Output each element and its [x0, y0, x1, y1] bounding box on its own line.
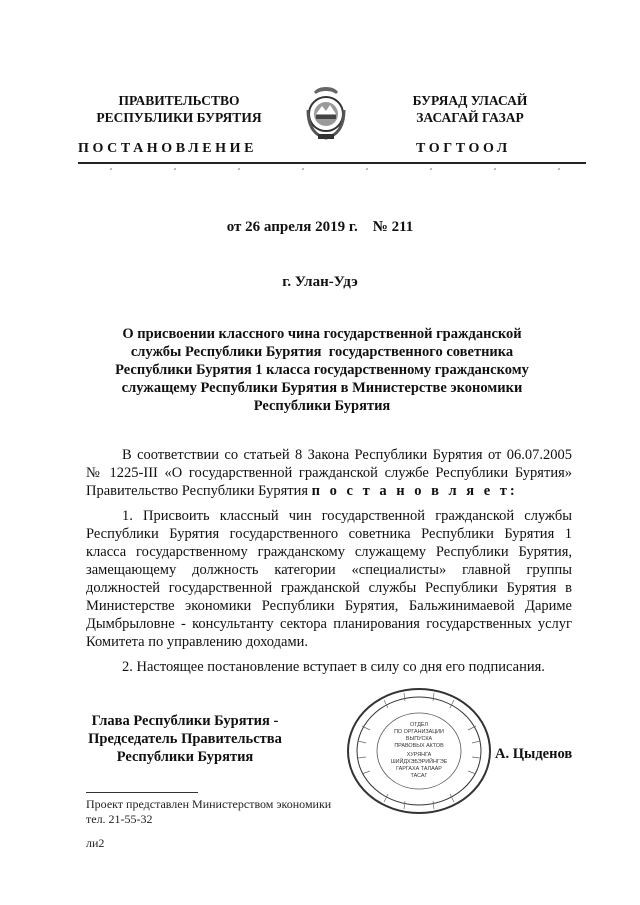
coat-of-arms-icon: [302, 84, 350, 142]
document-code: ли2: [86, 836, 105, 850]
government-name-bua-line-1: БУРЯАД УЛАСАЙ: [412, 93, 528, 108]
document-kind-bua: ТОГТООЛ: [416, 141, 511, 156]
government-name-bua-line-2: ЗАСАГАЙ ГАЗАР: [416, 110, 524, 125]
document-kind-ru: ПОСТАНОВЛЕНИЕ: [78, 141, 258, 156]
project-note: [86, 797, 331, 827]
title-line-2: службы Республики Бурятия государственного советника: [130, 344, 514, 360]
preamble-paragraph: [86, 446, 572, 500]
item-1-paragraph: 1. Присвоить классный чин государственной гражданской службы Республики Бурятия государственного советника Республики Бурятия 1 класса государственному гражданскому служащему Республики Бурятия, замещающему должность категории «специалисты» главной группы должностей государственной гражданской службы Республики Бурятия в Министерстве экономики Республики Бурятия, Бальжинимаевой Дариме Дымбрыловне - консультанту сектора планирования государственных услуг Комитета по управлению доходами.: [86, 508, 572, 650]
project-note-line-2: тел. 21-55-32: [86, 812, 153, 826]
preamble-text: В соответствии со статьей 8 Закона Республики Бурятия от 06.07.2005 № 1225-III «О государственной гражданской службе Республики Бурятия» Правительство Республики Бурятия: [86, 447, 572, 499]
stamp-line-1: ОТДЕЛ: [409, 722, 429, 728]
project-note-line-1: Проект представлен Министерством экономики: [86, 797, 332, 811]
header-divider: [78, 162, 586, 164]
stamp-line-7: ГАРГАХА ТАЛААР: [396, 766, 442, 772]
government-name-line-1: ПРАВИТЕЛЬСТВО: [118, 93, 240, 108]
item-2-paragraph: 2. Настоящее постановление вступает в силу со дня его подписания.: [122, 659, 545, 675]
signatory-position-line-2: Председатель Правительства: [88, 731, 282, 747]
document-city: г. Улан-Удэ: [282, 274, 358, 290]
footnote-divider: [86, 792, 198, 793]
title-line-4: служащему Республики Бурятия в Министерстве экономики: [121, 380, 523, 396]
stamp-line-6: ШИЙДХЭБЭРИЙНГЭЕ: [390, 759, 448, 765]
title-line-5: Республики Бурятия: [253, 398, 391, 414]
stamp-line-3: ВЫПУСКА: [405, 736, 433, 742]
government-name-bua: [380, 92, 560, 126]
signatory-position-line-3: Республики Бурятия: [116, 749, 254, 765]
stamp-line-2: ПО ОРГАНИЗАЦИИ: [394, 729, 444, 735]
document-date-number: от 26 апреля 2019 г. № 211: [226, 219, 414, 235]
signatory-position-line-1: Глава Республики Бурятия -: [91, 713, 279, 729]
document-title: [96, 325, 548, 415]
title-line-1: О присвоении классного чина государственной гражданской: [122, 326, 522, 342]
stamp-line-8: ТАСАГ: [410, 773, 428, 779]
stamp-line-4: ПРАВОВЫХ АКТОВ: [394, 743, 444, 749]
resolution-keyword: п о с т а н о в л я е т:: [311, 483, 518, 499]
government-name-ru: [88, 92, 270, 126]
stamp-line-5: ХУРЯНГА: [406, 752, 432, 758]
signatory-position: [80, 712, 290, 766]
dotted-divider: [110, 168, 560, 170]
signatory-name: А. Цыденов: [495, 746, 573, 762]
government-name-line-2: РЕСПУБЛИКИ БУРЯТИЯ: [96, 110, 262, 125]
title-line-3: Республики Бурятия 1 класса государственному гражданскому: [115, 362, 529, 378]
official-stamp: [344, 686, 494, 816]
